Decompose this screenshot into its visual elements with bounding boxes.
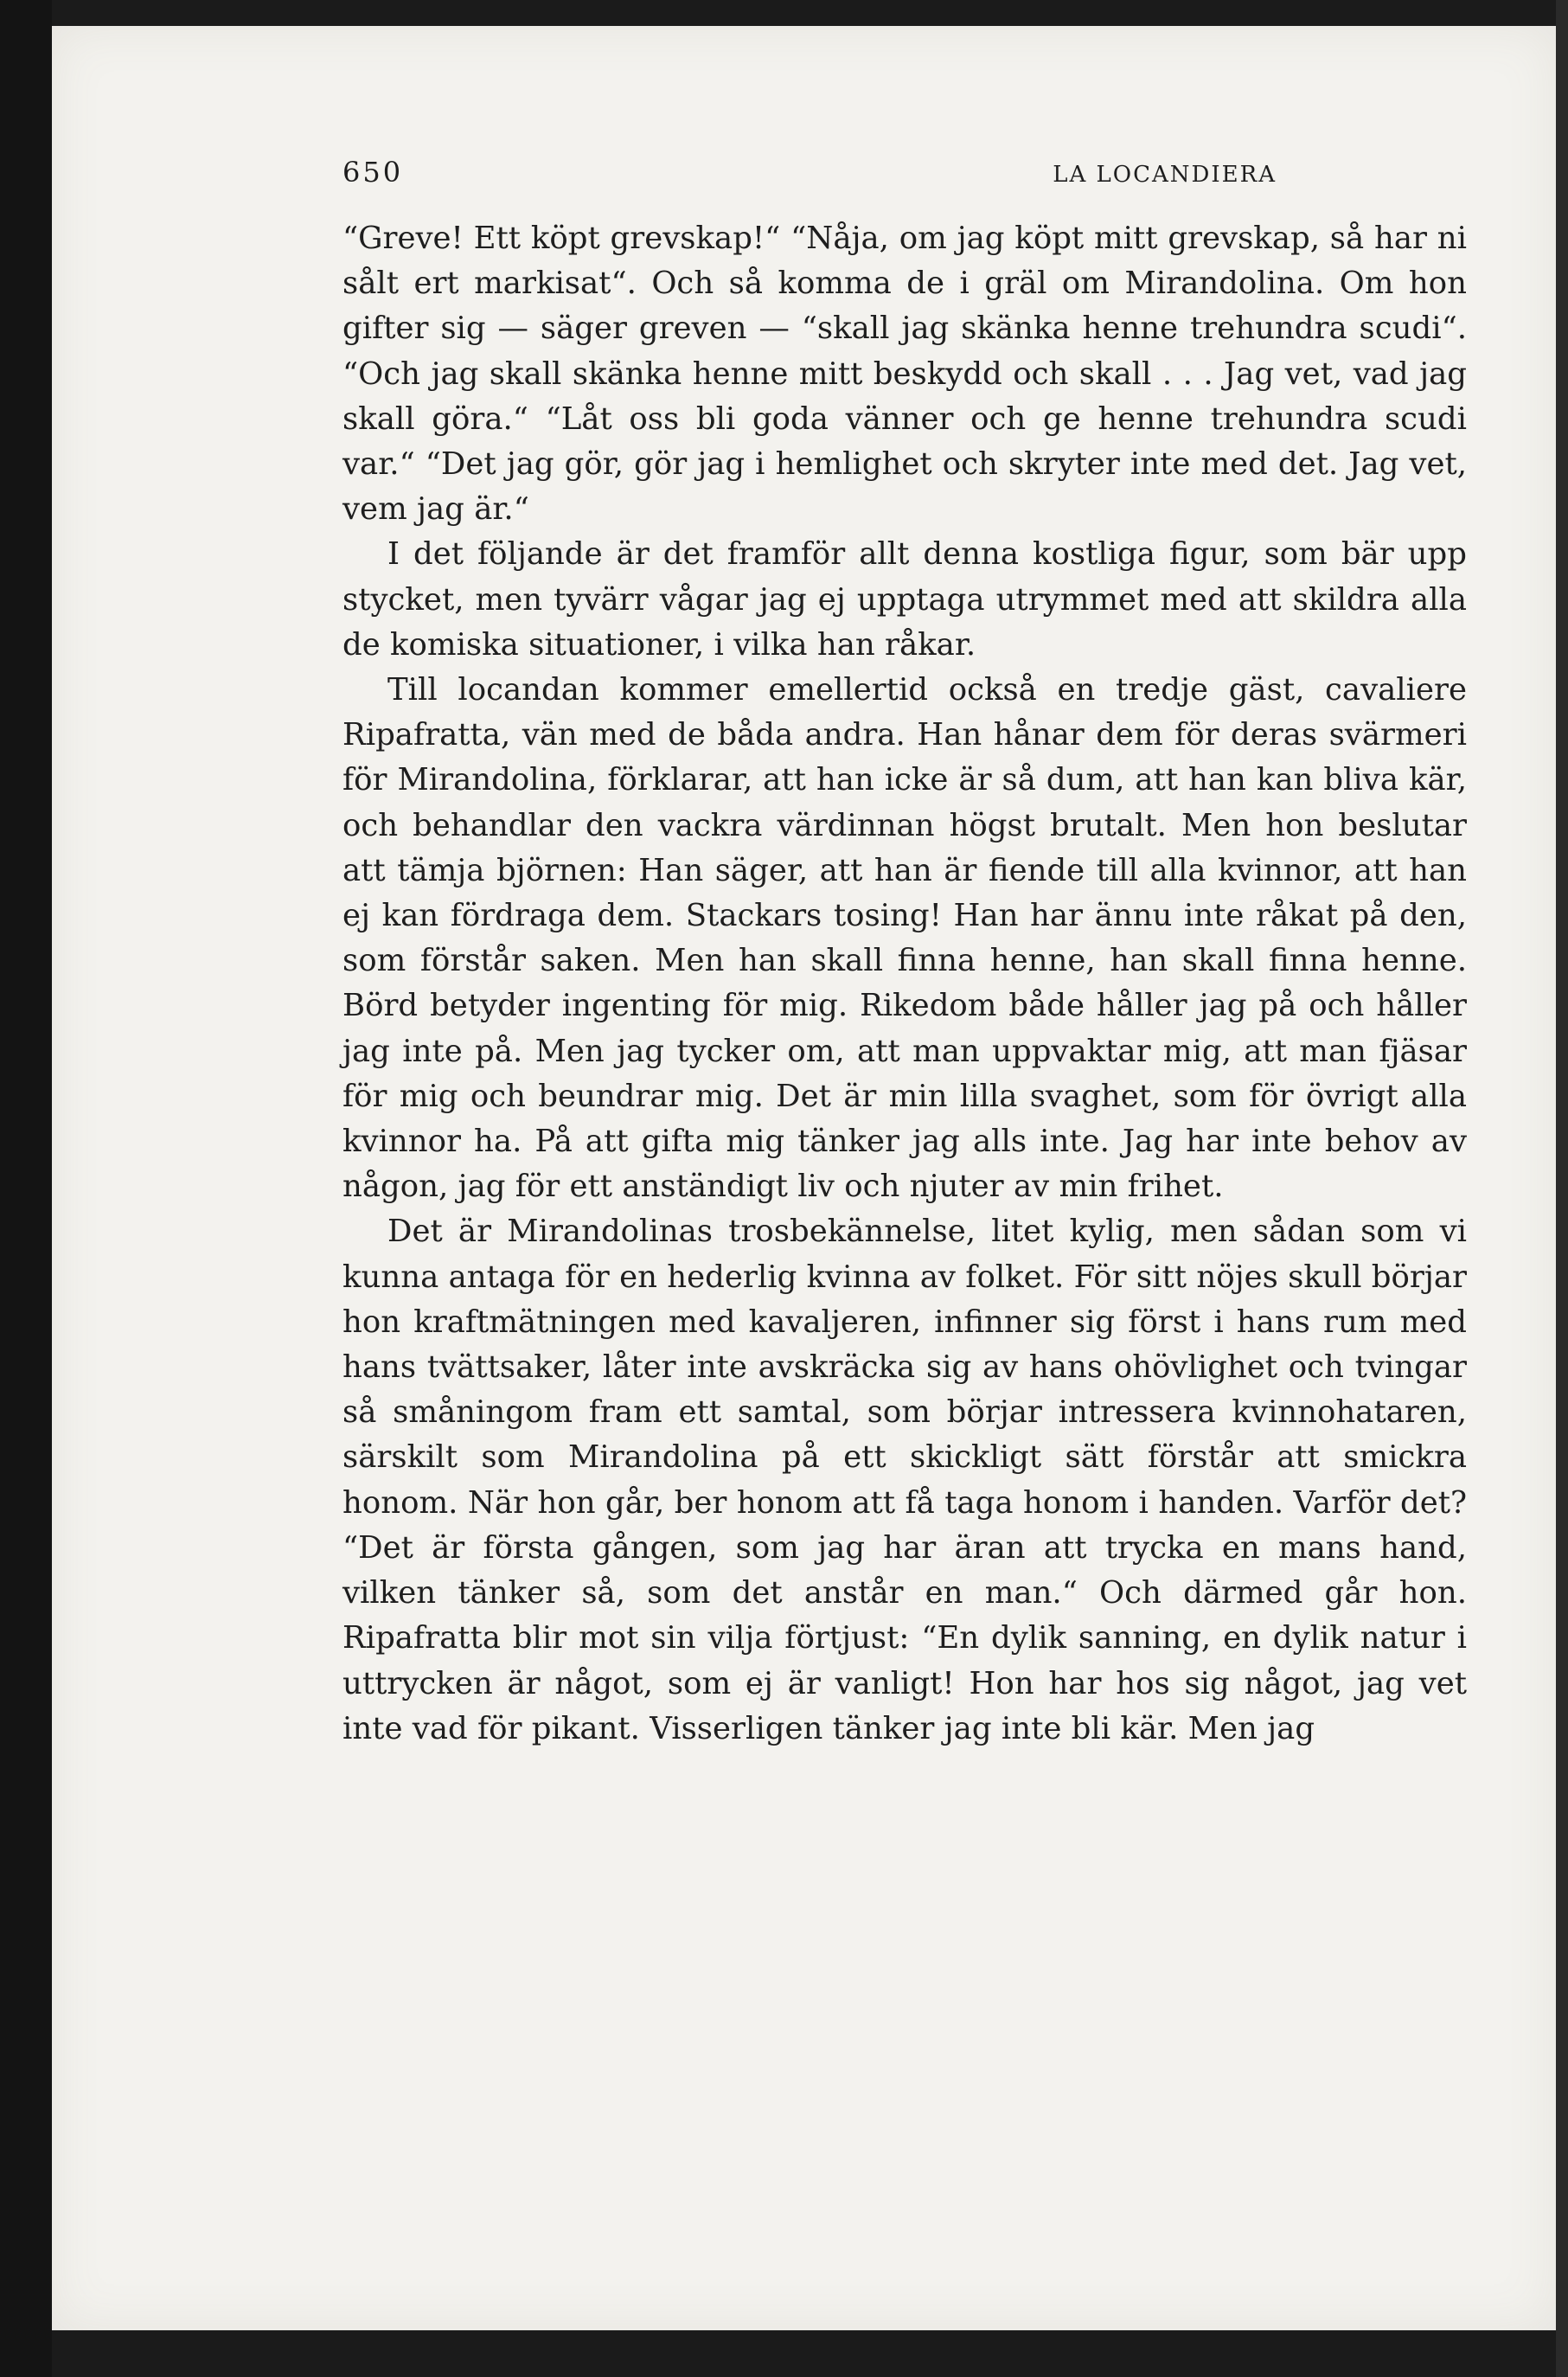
paragraph-1: “Greve! Ett köpt grevskap!“ “Nåja, om jag köpt mitt grevskap, så har ni sålt ert markisat“. Och så komma de i gräl om Mirandolina. Om hon gifter sig — säger greven — “skall jag skänka henne trehundra scudi“. “Och jag skall skänka henne mitt beskydd och skall . . . Jag vet, vad jag skall göra.“ “Låt oss bli goda vänner och ge henne trehundra scudi var.“ “Det jag gör, gör jag i hemlighet och skryter inte med det. Jag vet, vem jag är.“ — [342, 221, 1467, 528]
text-block — [342, 156, 1467, 1752]
scan-border-left — [0, 0, 52, 2377]
page-number: 650 — [342, 156, 404, 189]
paragraph-2: I det följande är det framför allt denna kostliga figur, som bär upp stycket, men tyvärr vågar jag ej upptaga utrymmet med att skildra alla de komiska situationer, i vilka han råkar. — [342, 536, 1467, 663]
book-page — [52, 26, 1556, 2330]
page-header — [342, 156, 1467, 208]
paragraph-3: Till locandan kommer emellertid också en tredje gäst, cavaliere Ripafratta, vän med de båda andra. Han hånar dem för deras svärmeri för Mirandolina, förklarar, att han icke är så dum, att han kan bliva kär, och behandlar den vackra värdinnan högst brutalt. Men hon beslutar att tämja björnen: Han säger, att han är fiende till alla kvinnor, att han ej kan fördraga dem. Stackars tosing! Han har ännu inte råkat på den, som förstår saken. Men han skall finna henne, han skall finna henne. Börd betyder ingenting för mig. Rikedom både håller jag på och håller jag inte på. Men jag tycker om, att man uppvaktar mig, att man fjäsar för mig och beundrar mig. Det är min lilla svaghet, som för övrigt alla kvinnor ha. På att gifta mig tänker jag alls inte. Jag har inte behov av någon, jag för ett anständigt liv och njuter av min frihet. — [342, 672, 1467, 1205]
paragraph-4: Det är Mirandolinas trosbekännelse, litet kylig, men sådan som vi kunna antaga för en hederlig kvinna av folket. För sitt nöjes skull börjar hon kraftmätningen med kavaljeren, infinner sig först i hans rum med hans tvättsaker, låter inte avskräcka sig av hans ohövlighet och tvingar så småningom fram ett samtal, som börjar intressera kvinnohataren, särskilt som Mirandolina på ett skickligt sätt förstår att smickra honom. När hon går, ber honom att få taga honom i handen. Varför det? “Det är första gången, som jag har äran att trycka en mans hand, vilken tänker så, som det anstår en man.“ Och därmed går hon. Ripafratta blir mot sin vilja förtjust: “En dylik sanning, en dylik natur i uttrycken är något, som ej är vanligt! Hon har hos sig något, jag vet inte vad för pikant. Visserligen tänker jag inte bli kär. Men jag — [342, 1214, 1467, 1746]
running-head: LA LOCANDIERA — [1053, 162, 1277, 188]
scan-border-right — [1556, 0, 1568, 2377]
